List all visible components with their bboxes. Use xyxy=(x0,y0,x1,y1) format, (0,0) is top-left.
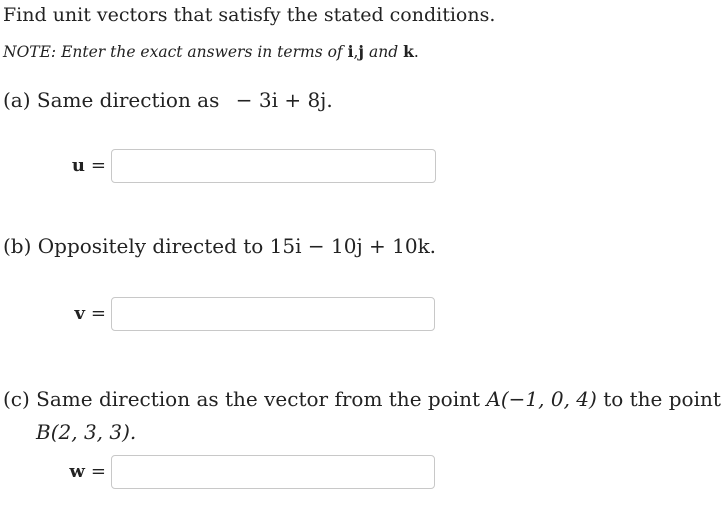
part-c-var-label xyxy=(66,461,106,482)
part-a-equals: = xyxy=(90,155,106,176)
note-and: and xyxy=(368,43,399,61)
part-a-var: u xyxy=(71,155,85,176)
instructions-text: Find unit vectors that satisfy the stated conditions. xyxy=(3,4,496,26)
answer-v-input[interactable] xyxy=(111,297,435,331)
part-b-equals: = xyxy=(90,303,106,324)
note-k: k xyxy=(403,42,414,61)
part-c-label: (c) Same direction as the vector from the point xyxy=(3,387,481,411)
part-a-var-label xyxy=(66,155,106,176)
part-b-var-label xyxy=(66,303,106,324)
note-end: . xyxy=(413,43,419,61)
answer-w-input[interactable] xyxy=(111,455,435,489)
note-prefix: NOTE: Enter the exact answers in terms of xyxy=(3,43,343,61)
part-a-label: (a) Same direction as xyxy=(3,88,220,112)
part-c-equals: = xyxy=(90,461,106,482)
part-a-question xyxy=(3,88,333,112)
note-i: i xyxy=(347,42,354,61)
part-c-continuation xyxy=(36,420,136,444)
part-b-label: (b) Oppositely directed to xyxy=(3,234,264,258)
part-b-var: v xyxy=(74,303,85,324)
note-text xyxy=(3,42,419,61)
part-c-var: w xyxy=(69,461,85,482)
part-b-question xyxy=(3,234,436,258)
note-j: j xyxy=(358,42,365,61)
part-c-point-b: B(2, 3, 3). xyxy=(36,420,137,444)
part-c-point-a: A(−1, 0, 4) xyxy=(486,387,597,411)
note-sep: , xyxy=(353,43,359,61)
part-c-mid: to the point xyxy=(603,387,721,411)
answer-u-input[interactable] xyxy=(111,149,436,183)
part-c-question xyxy=(3,387,721,411)
part-b-expression: 15i − 10j + 10k. xyxy=(269,234,437,258)
part-a-expression: − 3i + 8j. xyxy=(235,88,333,112)
